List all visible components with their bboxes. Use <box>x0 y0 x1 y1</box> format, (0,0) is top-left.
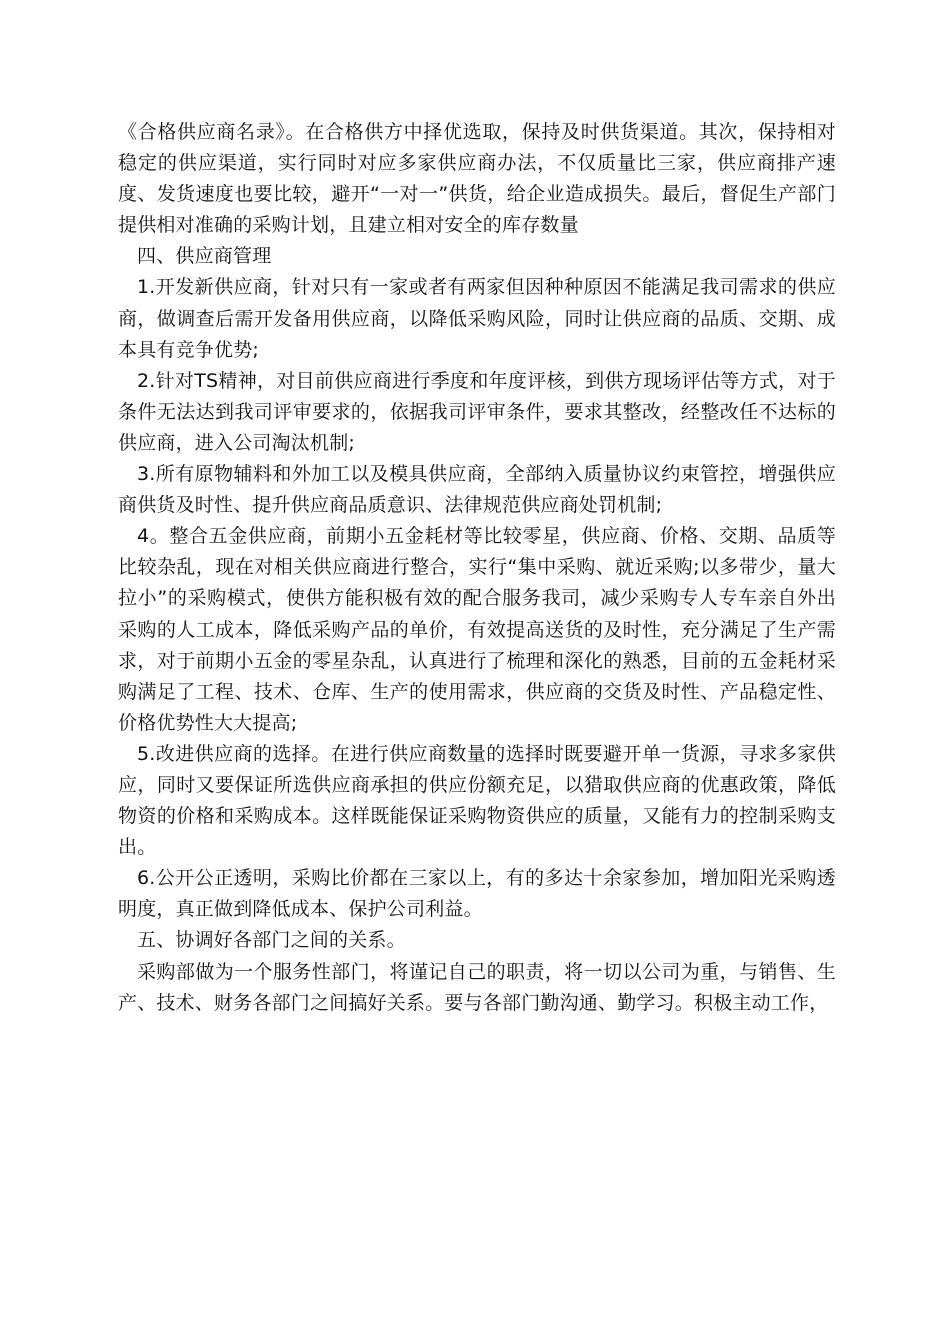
paragraph-item-4-hardware-suppliers: 4。整合五金供应商，前期小五金耗材等比较零星，供应商、价格、交期、品质等比较杂乱，现在对相关供应商进行整合，实行“集中采购、就近采购;以多带少，量大拉小”的采购模式，使供方能积极有效的配合服务我司，减少采购专人专车亲自外出采购的人工成本，降低采购产品的单价，有效提高送货的及时性，充分满足了生产需求，对于前期小五金的零星杂乱，认真进行了梳理和深化的熟悉，目前的五金耗材采购满足了工程、技术、仓库、生产的使用需求，供应商的交货及时性、产品稳定性、价格优势性大大提高; <box>118 525 836 734</box>
paragraph-item-5-supplier-selection: 5.改进供应商的选择。在进行供应商数量的选择时既要避开单一货源，寻求多家供应，同时又要保证所选供应商承担的供应份额充足，以猎取供应商的优惠政策，降低物资的价格和采购成本。这样既能保证采购物资供应的质量，又能有力的控制采购支出。 <box>118 742 836 859</box>
paragraph-item-1-new-suppliers: 1.开发新供应商，针对只有一家或者有两家但因种种原因不能满足我司需求的供应商，做调查后需开发备用供应商，以降低采购风险，同时让供应商的品质、交期、成本具有竞争优势; <box>118 276 836 361</box>
paragraph-supplier-list-continuation: 《合格供应商名录》。在合格供方中择优选取，保持及时供货渠道。其次，保持相对稳定的供应渠道，实行同时对应多家供应商办法，不仅质量比三家，供应商排产速度、发货速度也要比较，避开“一对一”供货，给企业造成损失。最后，督促生产部门提供相对准确的采购计划，且建立相对安全的库存数量 <box>118 121 836 237</box>
section-heading-supplier-management: 四、供应商管理 <box>137 245 272 268</box>
paragraph-department-relations: 采购部做为一个服务性部门，将谨记自己的职责，将一切以公司为重，与销售、生产、技术、财务各部门之间搞好关系。要与各部门勤沟通、勤学习。积极主动工作， <box>118 960 836 1014</box>
document-body <box>118 117 836 1019</box>
paragraph-item-6-transparency: 6.公开公正透明，采购比价都在三家以上，有的多达十余家参加，增加阳光采购透明度，真正做到降低成本、保护公司利益。 <box>118 867 836 921</box>
section-heading-department-coordination: 五、协调好各部门之间的关系。 <box>137 929 406 952</box>
paragraph-item-2-evaluation: 2.针对TS精神，对目前供应商进行季度和年度评核，到供方现场评估等方式，对于条件无法达到我司评审要求的，依据我司评审条件，要求其整改，经整改任不达标的供应商，进入公司淘汰机制; <box>118 369 836 454</box>
paragraph-item-3-quality-agreement: 3.所有原物辅料和外加工以及模具供应商，全部纳入质量协议约束管控，增强供应商供货及时性、提升供应商品质意识、法律规范供应商处罚机制; <box>118 463 836 517</box>
